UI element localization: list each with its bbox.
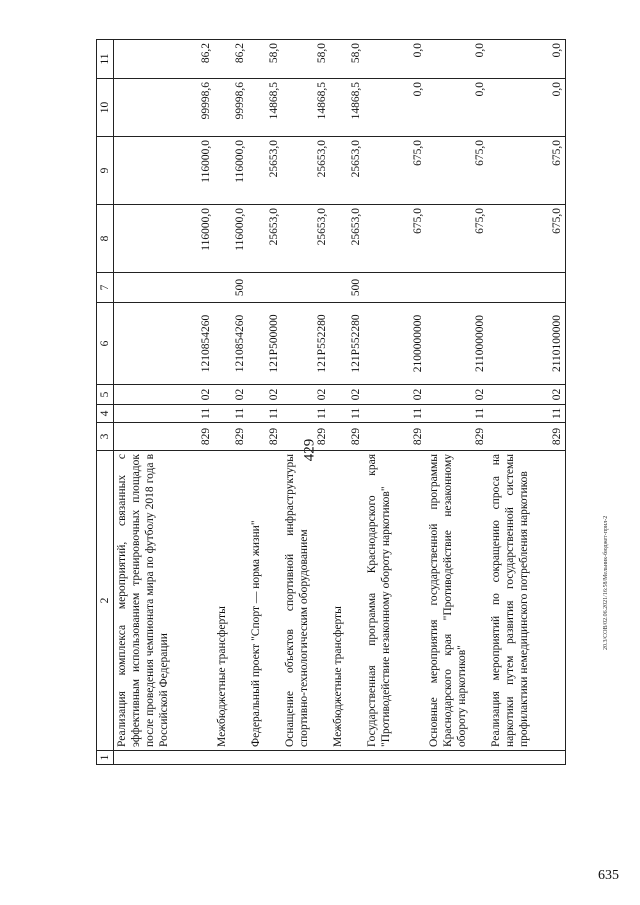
plan-cell: 675,0 [364,205,426,273]
table-row [282,40,330,765]
plan-cell: 25653,0 [330,205,364,273]
percent-cell: 58,0 [330,40,364,79]
rownum-cell [248,751,282,765]
expense-type-cell: 500 [330,273,364,303]
percent-cell: 86,2 [114,40,214,79]
executed-cell: 99998,6 [114,79,214,137]
item-name-cell: Реализация комплекса мероприятий, связанных с эффективным использованием тренировочных площадок после проведения чемпионата мира по футболу 2018 года в Российской Федерации [114,451,214,751]
header-cell: 5 [97,385,114,405]
rownum-cell [114,751,214,765]
refined-plan-cell: 675,0 [426,137,488,205]
header-cell: 9 [97,137,114,205]
refined-plan-cell: 675,0 [364,137,426,205]
percent-cell: 58,0 [282,40,330,79]
table-body [97,40,566,765]
item-name-cell: Межбюджетные трансферты [330,451,364,751]
expense-type-cell: 500 [214,273,248,303]
plan-cell: 675,0 [488,205,566,273]
plan-cell: 116000,0 [214,205,248,273]
expense-type-cell [426,273,488,303]
plan-cell: 25653,0 [248,205,282,273]
item-name-cell: Основные мероприятия государственной программы Краснодарского края "Противодействие незаконному обороту наркотиков" [426,451,488,751]
refined-plan-cell: 25653,0 [248,137,282,205]
percent-cell: 0,0 [364,40,426,79]
target-article-cell: 121P552280 [330,303,364,385]
dept-cell: 829 [248,423,282,451]
header-cell: 11 [97,40,114,79]
table-row [488,40,566,765]
item-name-cell: Реализация мероприятий по сокращению спроса на наркотики путем развития государственной системы профилактики немедицинского потребления наркотиков [488,451,566,751]
section-cell: 11 [282,405,330,423]
dept-cell: 829 [330,423,364,451]
refined-plan-cell: 25653,0 [282,137,330,205]
page-number: 429 [301,438,318,462]
plan-cell: 675,0 [426,205,488,273]
subsection-cell: 02 [330,385,364,405]
item-name-cell: Оснащение объектов спортивной инфраструктуры спортивно-технологическим оборудованием [282,451,330,751]
dept-cell: 829 [488,423,566,451]
percent-cell: 0,0 [488,40,566,79]
budget-table [96,39,566,765]
refined-plan-cell: 116000,0 [114,137,214,205]
header-cell: 8 [97,205,114,273]
table-row [214,40,248,765]
executed-cell: 99998,6 [214,79,248,137]
plan-cell: 25653,0 [282,205,330,273]
target-article-cell: 1210854260 [214,303,248,385]
executed-cell: 14868,5 [282,79,330,137]
dept-cell: 829 [426,423,488,451]
subsection-cell: 02 [488,385,566,405]
section-cell: 11 [426,405,488,423]
table-row [248,40,282,765]
expense-type-cell [282,273,330,303]
expense-type-cell [488,273,566,303]
executed-cell: 14868,5 [330,79,364,137]
header-row [97,40,114,765]
target-article-cell: 2110100000 [488,303,566,385]
target-article-cell: 2100000000 [364,303,426,385]
section-cell: 11 [488,405,566,423]
target-article-cell: 2110000000 [426,303,488,385]
table-row [364,40,426,765]
table-row [114,40,214,765]
section-cell: 11 [330,405,364,423]
dept-cell: 829 [364,423,426,451]
header-cell: 6 [97,303,114,385]
header-cell: 10 [97,79,114,137]
section-cell: 11 [214,405,248,423]
rownum-cell [426,751,488,765]
expense-type-cell [114,273,214,303]
expense-type-cell [364,273,426,303]
rownum-cell [330,751,364,765]
subsection-cell: 02 [114,385,214,405]
subsection-cell: 02 [364,385,426,405]
table-row [426,40,488,765]
executed-cell: 0,0 [426,79,488,137]
plan-cell: 116000,0 [114,205,214,273]
rownum-cell [364,751,426,765]
subsection-cell: 02 [426,385,488,405]
executed-cell: 0,0 [488,79,566,137]
item-name-cell: Государственная программа Краснодарского края "Противодействие незаконному обороту наркотиков" [364,451,426,751]
section-cell: 11 [364,405,426,423]
expense-type-cell [248,273,282,303]
refined-plan-cell: 116000,0 [214,137,248,205]
executed-cell: 14868,5 [248,79,282,137]
footer-page-number: 635 [598,868,619,883]
dept-cell: 829 [114,423,214,451]
rownum-cell [214,751,248,765]
dept-cell: 829 [214,423,248,451]
item-name-cell: Федеральный проект "Спорт — норма жизни" [248,451,282,751]
executed-cell: 0,0 [364,79,426,137]
percent-cell: 86,2 [214,40,248,79]
target-article-cell: 121P500000 [248,303,282,385]
subsection-cell: 02 [282,385,330,405]
header-cell: 2 [97,451,114,751]
target-article-cell: 121P552280 [282,303,330,385]
rownum-cell [488,751,566,765]
header-cell: 4 [97,405,114,423]
subsection-cell: 02 [248,385,282,405]
percent-cell: 0,0 [426,40,488,79]
section-cell: 11 [114,405,214,423]
refined-plan-cell: 25653,0 [330,137,364,205]
refined-plan-cell: 675,0 [488,137,566,205]
rownum-cell [282,751,330,765]
header-cell: 3 [97,423,114,451]
item-name-cell: Межбюджетные трансферты [214,451,248,751]
dept-cell: 829 [282,423,330,451]
footer-code: 20.3/СОВ/02.06.2021/16:58/Мельник-бюджет-прил-2 [603,515,609,650]
subsection-cell: 02 [214,385,248,405]
target-article-cell: 1210854260 [114,303,214,385]
percent-cell: 58,0 [248,40,282,79]
section-cell: 11 [248,405,282,423]
header-cell: 1 [97,751,114,765]
header-cell: 7 [97,273,114,303]
budget-table-rotated [96,40,576,765]
table-row [330,40,364,765]
